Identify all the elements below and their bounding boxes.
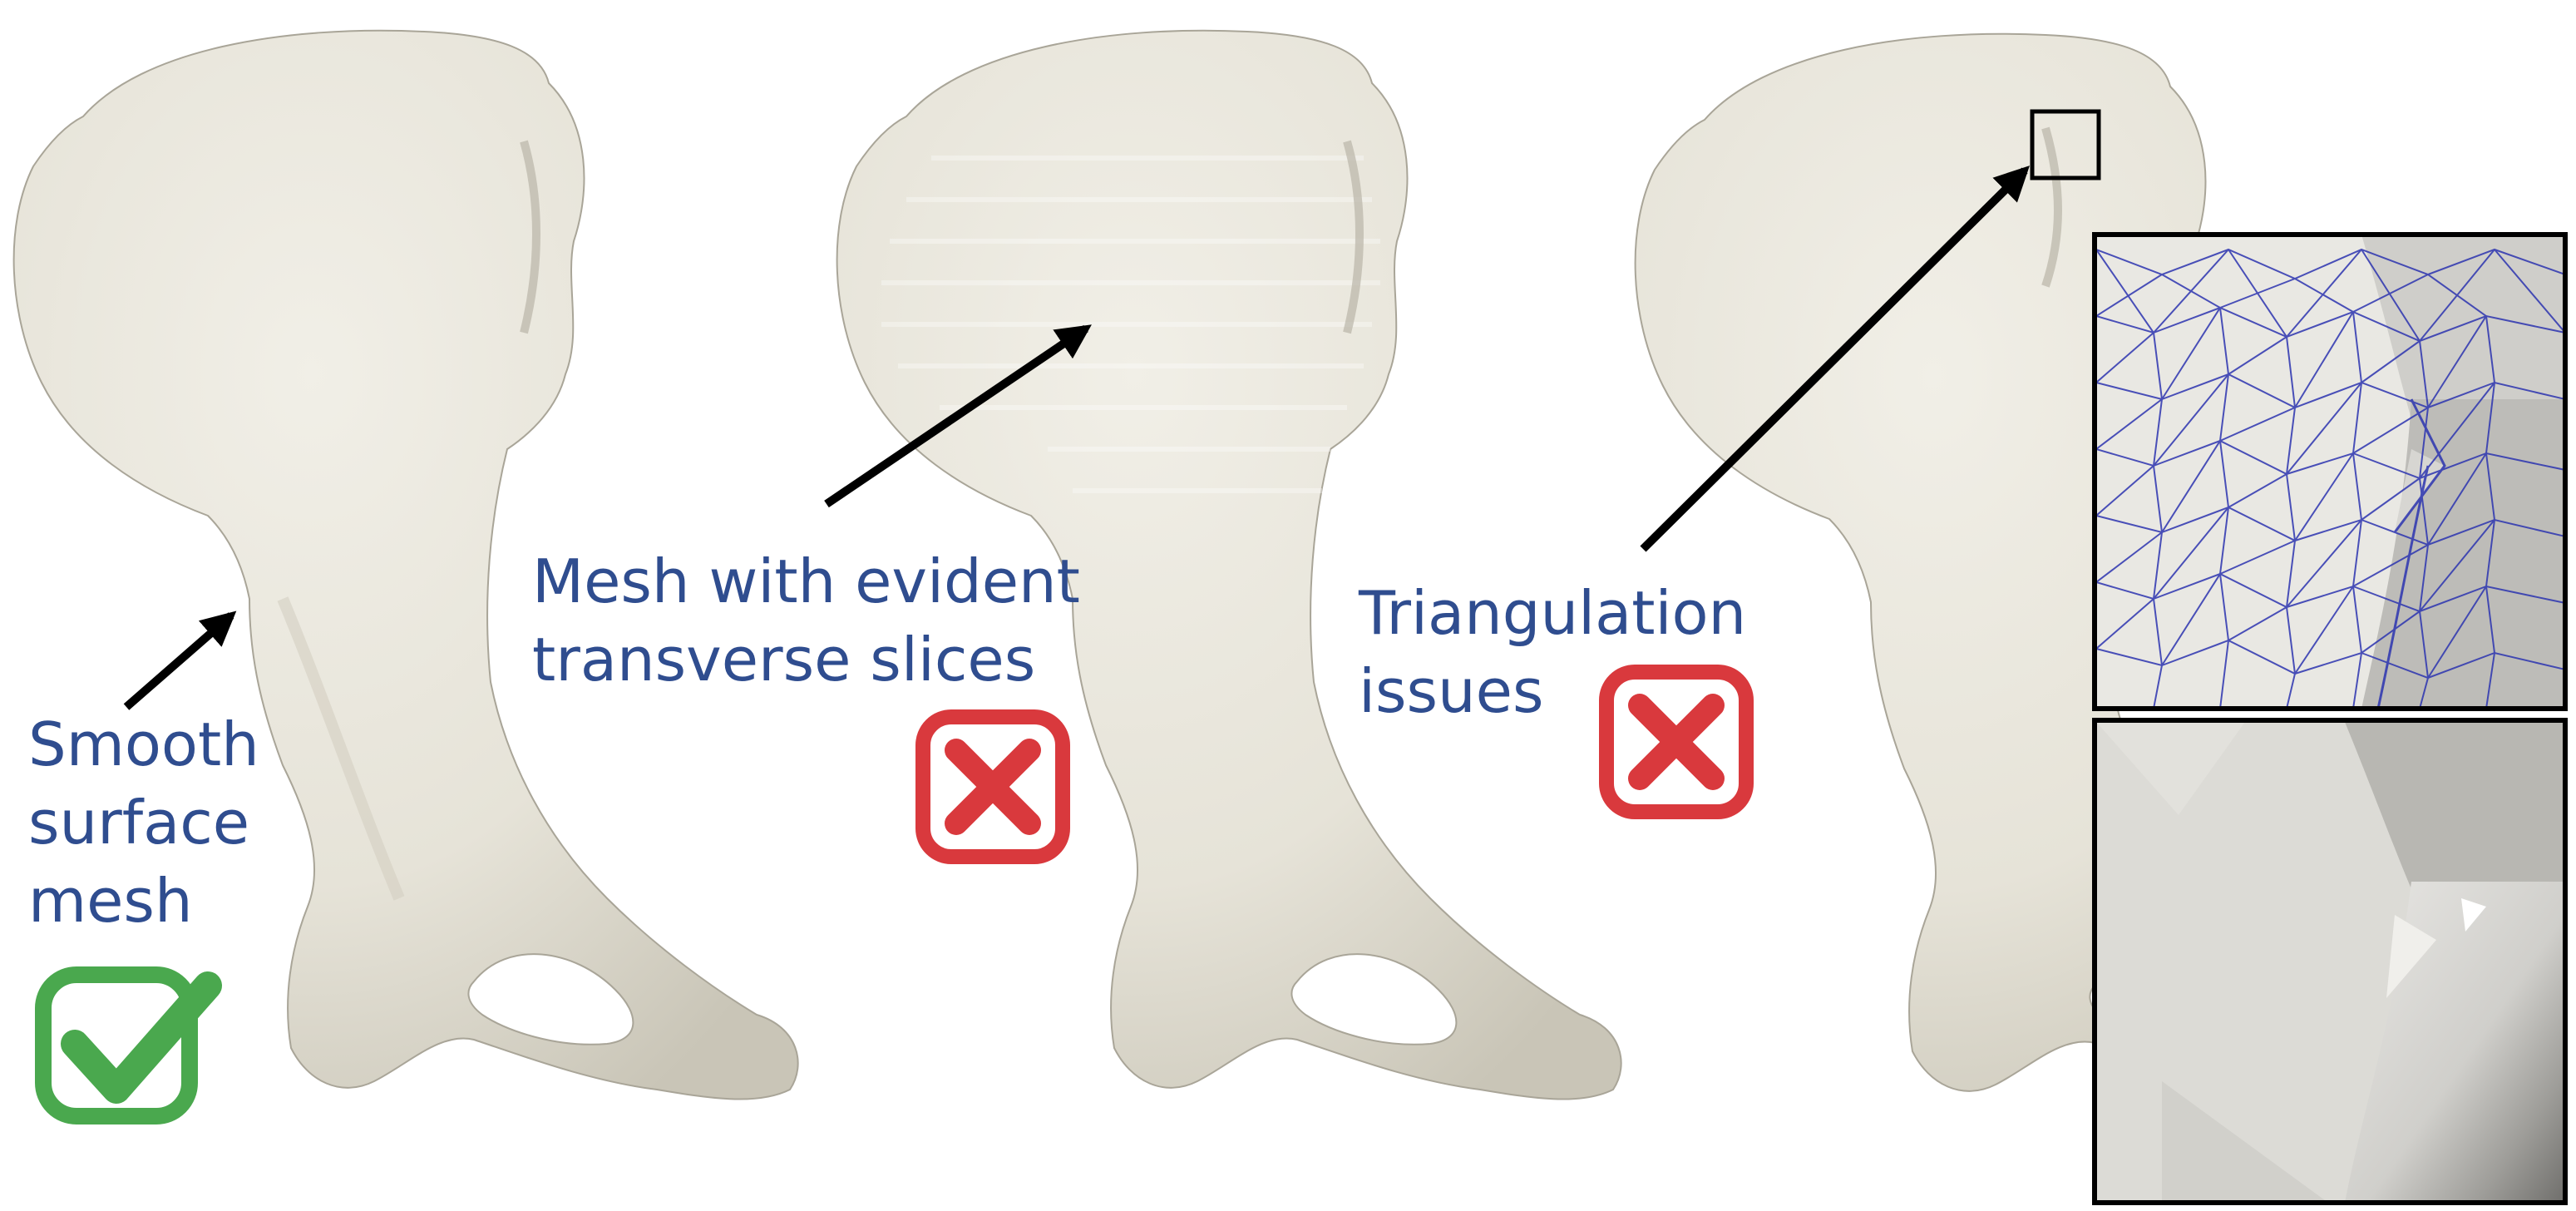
label-line: transverse slices [532, 625, 1036, 694]
label-smooth-surface-mesh [28, 705, 259, 940]
label-line: Smooth [28, 709, 259, 779]
label-line: issues [1359, 656, 1544, 726]
label-line: Mesh with evident [532, 546, 1080, 616]
label-line: mesh [28, 866, 193, 936]
label-triangulation-issues [1359, 574, 1746, 730]
label-line: Triangulation [1359, 578, 1747, 648]
cross-icon [923, 717, 1063, 857]
arrow-smooth [126, 615, 231, 707]
checkmark-icon [43, 975, 208, 1116]
inset-shaded-view [2095, 720, 2565, 1203]
label-transverse-slices [532, 542, 1080, 699]
label-line: surface [28, 788, 250, 858]
inset-wireframe-view [2095, 235, 2565, 709]
